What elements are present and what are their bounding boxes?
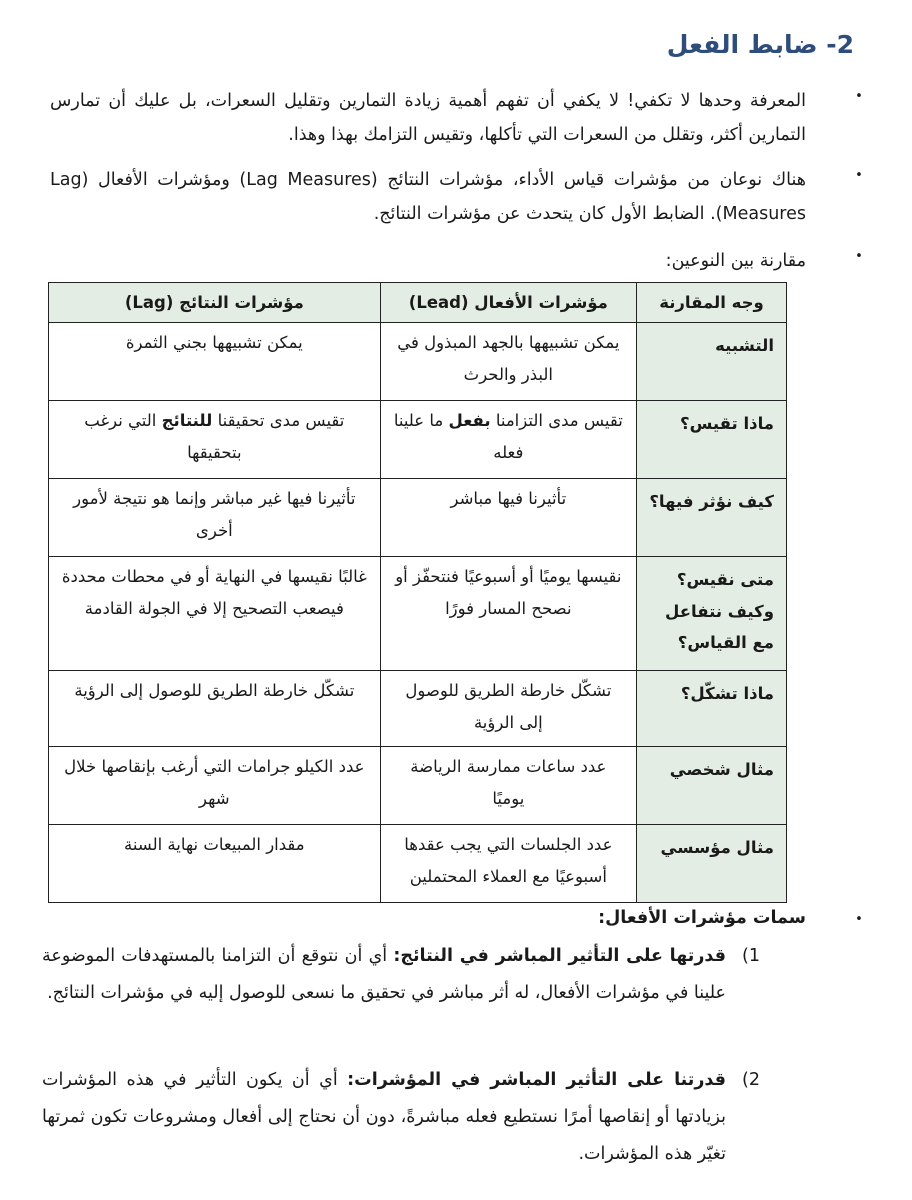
lag-cell <box>49 671 381 747</box>
row-aspect: متى نقيس؟ وكيف نتفاعل مع القياس؟ <box>637 557 787 671</box>
bullet-comparison-intro <box>50 244 870 278</box>
bullet-text: المعرفة وحدها لا تكفي! لا يكفي أن تفهم أهمية زيادة التمارين وتقليل السعرات، بل عليك أن تمارس التمارين أكثر، وتقلل من السعرات التي تأكلها، وتقيس التزامك بهذا وهذا. <box>50 91 806 146</box>
bullet-marker: • <box>855 249 863 264</box>
row-aspect: التشبيه <box>637 323 787 401</box>
item-title: قدرتها على التأثير المباشر في النتائج: <box>393 946 726 966</box>
item-body: أي أن نتوقع أن التزامنا بالمستهدفات الموضوعة علينا في مؤشرات الأفعال، له أثر مباشر في تحقيق ما نسعى للوصول إليه في مؤشرات النتائج. <box>42 946 726 1003</box>
table-row <box>49 825 787 903</box>
lead-text: تقيس مدى التزامنا <box>490 411 623 431</box>
item-title: قدرتنا على التأثير المباشر في المؤشرات: <box>347 1070 726 1090</box>
comparison-table <box>48 282 787 903</box>
lag-text: مقدار المبيعات نهاية السنة <box>124 835 305 855</box>
table-row <box>49 671 787 747</box>
lag-text: عدد الكيلو جرامات التي أرغب بإنقاصها خلال شهر <box>64 757 365 808</box>
lag-text: تشكّل خارطة الطريق للوصول إلى الرؤية <box>74 681 355 701</box>
item-body: أي أن يكون التأثير في هذه المؤشرات بزيادتها أو إنقاصها أمرًا نستطيع فعله مباشرةً، دون أن نحتاج إلى أفعال ومشروعات تكون ثمرتها تغيّر هذه المؤشرات. <box>42 1070 726 1164</box>
lag-emphasis: للنتائج <box>161 411 213 431</box>
item-text <box>42 1062 726 1172</box>
bullet-marker: • <box>855 89 863 104</box>
lead-cell <box>380 401 636 479</box>
lag-text: يمكن تشبيهها بجني الثمرة <box>125 333 303 353</box>
feature-item-2 <box>42 1062 870 1172</box>
bullet-marker: • <box>855 912 863 927</box>
feature-item-1 <box>42 938 870 1012</box>
lag-cell <box>49 401 381 479</box>
features-heading <box>598 902 870 935</box>
lead-cell: تأثيرنا فيها مباشر <box>380 479 636 557</box>
lag-text: تأثيرنا فيها غير مباشر وإنما هو نتيجة لأمور أخرى <box>73 489 356 540</box>
lag-cell <box>49 323 381 401</box>
bullet-text: مقارنة بين النوعين: <box>665 251 806 271</box>
lag-cell <box>49 747 381 825</box>
lead-cell: عدد ساعات ممارسة الرياضة يوميًا <box>380 747 636 825</box>
row-aspect: ماذا تقيس؟ <box>637 401 787 479</box>
header-aspect: وجه المقارنة <box>637 283 787 323</box>
lead-cell: يمكن تشبيهها بالجهد المبذول في البذر والحرث <box>380 323 636 401</box>
lag-text-end: التي نرغب بتحقيقها <box>84 411 242 462</box>
row-aspect: مثال شخصي <box>637 747 787 825</box>
lag-cell <box>49 557 381 671</box>
bullet-knowledge <box>50 84 870 152</box>
lag-cell <box>49 479 381 557</box>
lead-emphasis: بفعل <box>448 411 491 431</box>
section-heading: 2- ضابط الفعل <box>666 30 854 59</box>
row-aspect: كيف نؤثر فيها؟ <box>637 479 787 557</box>
table-row <box>49 557 787 671</box>
lead-cell: تشكّل خارطة الطريق للوصول إلى الرؤية <box>380 671 636 747</box>
bullet-marker: • <box>855 168 863 183</box>
lead-text-end: ما علينا فعله <box>393 411 524 462</box>
item-text <box>42 938 726 1012</box>
lead-cell: نقيسها يوميًا أو أسبوعيًا فنتحفّز أو نصحح المسار فورًا <box>380 557 636 671</box>
lag-text: تقيس مدى تحقيقنا <box>212 411 345 431</box>
header-lead: مؤشرات الأفعال (Lead) <box>380 283 636 323</box>
lead-cell: عدد الجلسات التي يجب عقدها أسبوعيًا مع العملاء المحتملين <box>380 825 636 903</box>
table-row <box>49 747 787 825</box>
features-title: سمات مؤشرات الأفعال: <box>598 908 806 928</box>
table-header-row <box>49 283 787 323</box>
bullet-measure-types <box>50 163 870 231</box>
table-row <box>49 323 787 401</box>
table-row <box>49 401 787 479</box>
header-lag: مؤشرات النتائج (Lag) <box>49 283 381 323</box>
bullet-text: هناك نوعان من مؤشرات قياس الأداء، مؤشرات النتائج (Lag Measures) ومؤشرات الأفعال (Lag Measures). الضابط الأول كان يتحدث عن مؤشرات النتائج. <box>50 170 807 225</box>
row-aspect: مثال مؤسسي <box>637 825 787 903</box>
item-number: 2) <box>742 1070 760 1090</box>
lag-text: غالبًا نقيسها في النهاية أو في محطات محددة فيصعب التصحيح إلا في الجولة القادمة <box>61 567 367 618</box>
item-number: 1) <box>742 946 760 966</box>
lag-cell <box>49 825 381 903</box>
row-aspect: ماذا تشكّل؟ <box>637 671 787 747</box>
table-row <box>49 479 787 557</box>
